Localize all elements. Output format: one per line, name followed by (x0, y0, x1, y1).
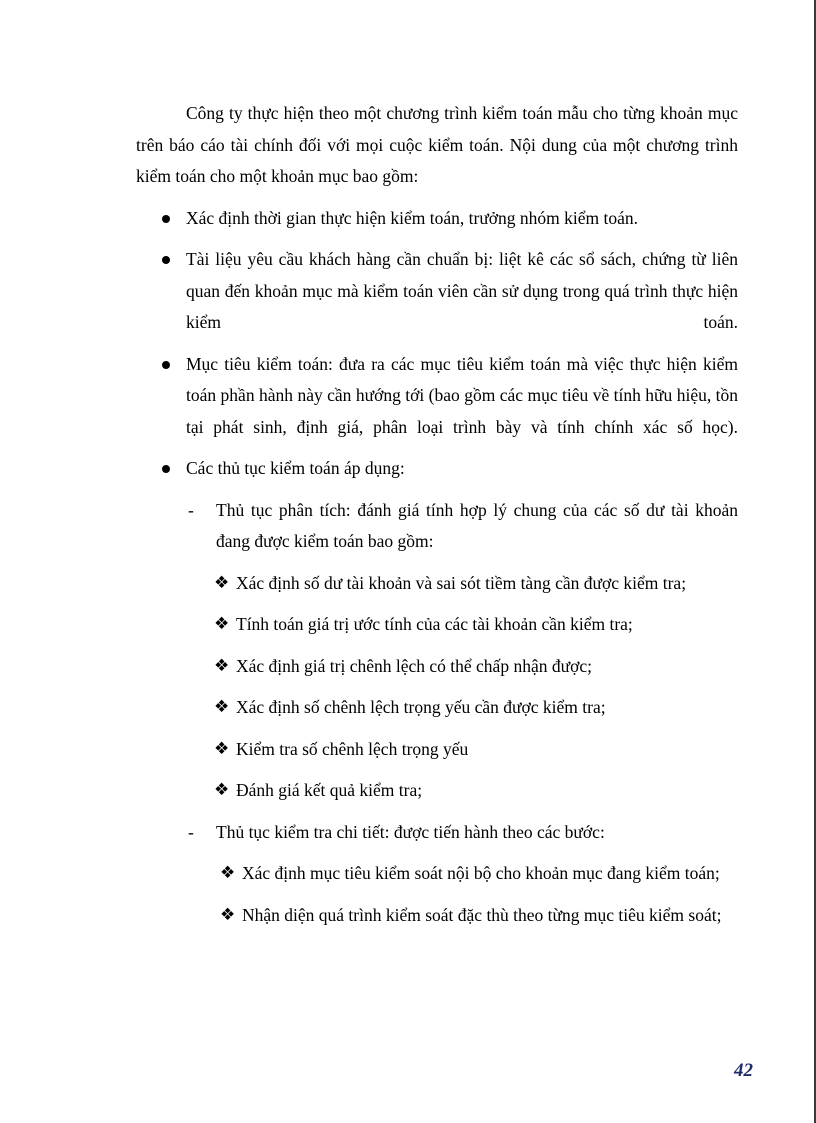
bullet-dot-icon (162, 361, 170, 369)
analytical-procedure (136, 495, 738, 558)
bullet-text: Tài liệu yêu cầu khách hàng cần chuẩn bị: liệt kê các sổ sách, chứng từ liên quan đến khoản mục mà kiểm toán viên cần sử dụng trong quá trình thực hiện kiểm toán. (186, 249, 738, 332)
diamond-bullet-icon: ❖ (214, 780, 230, 800)
analytical-step (136, 775, 738, 807)
bullet-item (136, 349, 738, 444)
analytical-step (136, 651, 738, 683)
bullet-text: Xác định thời gian thực hiện kiểm toán, trưởng nhóm kiểm toán. (186, 207, 639, 228)
analytical-step (136, 609, 738, 641)
diamond-bullet-icon: ❖ (214, 655, 230, 676)
step-text: Xác định số dư tài khoản và sai sót tiềm tàng cần được kiểm tra; (236, 572, 687, 593)
detail-procedure (136, 817, 738, 849)
bullet-text: Mục tiêu kiểm toán: đưa ra các mục tiêu kiểm toán mà việc thực hiện kiểm toán phần hành này cần hướng tới (bao gồm các mục tiêu về tính hữu hiệu, tồn tại phát sinh, định giá, phân loại trình bày và tính chính xác số học). (186, 353, 738, 437)
step-text: Tính toán giá trị ước tính của các tài khoản cần kiểm tra; (236, 614, 633, 634)
step-text: Nhận diện quá trình kiểm soát đặc thù theo từng mục tiêu kiểm soát; (242, 904, 722, 925)
diamond-bullet-icon: ❖ (214, 738, 230, 759)
dash-marker: - (188, 821, 194, 842)
diamond-bullet-icon: ❖ (214, 614, 230, 634)
analytical-heading: Thủ tục phân tích: đánh giá tính hợp lý chung của các số dư tài khoản đang được kiểm toán bao gồm: (216, 499, 738, 551)
step-text: Kiểm tra số chênh lệch trọng yếu (236, 738, 469, 759)
dash-marker: - (188, 499, 194, 520)
bullet-item (136, 453, 738, 485)
intro-paragraph: Công ty thực hiện theo một chương trình kiểm toán mẫu cho từng khoản mục trên báo cáo tài chính đối với mọi cuộc kiểm toán. Nội dung của một chương trình kiểm toán cho một khoản mục bao gồm: (136, 103, 738, 186)
page-number: 42 (734, 1060, 753, 1081)
diamond-bullet-icon: ❖ (220, 863, 236, 883)
step-text: Đánh giá kết quả kiểm tra; (236, 780, 423, 800)
analytical-step (136, 692, 738, 724)
bullet-text: Các thủ tục kiểm toán áp dụng: (186, 458, 405, 478)
bullet-item (136, 203, 738, 235)
document-body (136, 98, 738, 941)
detail-step (136, 900, 738, 932)
diamond-bullet-icon: ❖ (214, 572, 230, 593)
step-text: Xác định giá trị chênh lệch có thể chấp nhận được; (236, 655, 592, 676)
diamond-bullet-icon: ❖ (214, 697, 230, 717)
analytical-step (136, 568, 738, 600)
analytical-step (136, 734, 738, 766)
step-text: Xác định số chênh lệch trọng yếu cần được kiểm tra; (236, 697, 606, 717)
detail-heading: Thủ tục kiểm tra chi tiết: được tiến hành theo các bước: (216, 821, 605, 842)
bullet-dot-icon (162, 215, 170, 223)
bullet-dot-icon (162, 256, 170, 264)
bullet-dot-icon (162, 465, 170, 473)
detail-step (136, 858, 738, 890)
step-text: Xác định mục tiêu kiểm soát nội bộ cho khoản mục đang kiểm toán; (242, 863, 720, 883)
diamond-bullet-icon: ❖ (220, 904, 236, 925)
bullet-item (136, 244, 738, 339)
